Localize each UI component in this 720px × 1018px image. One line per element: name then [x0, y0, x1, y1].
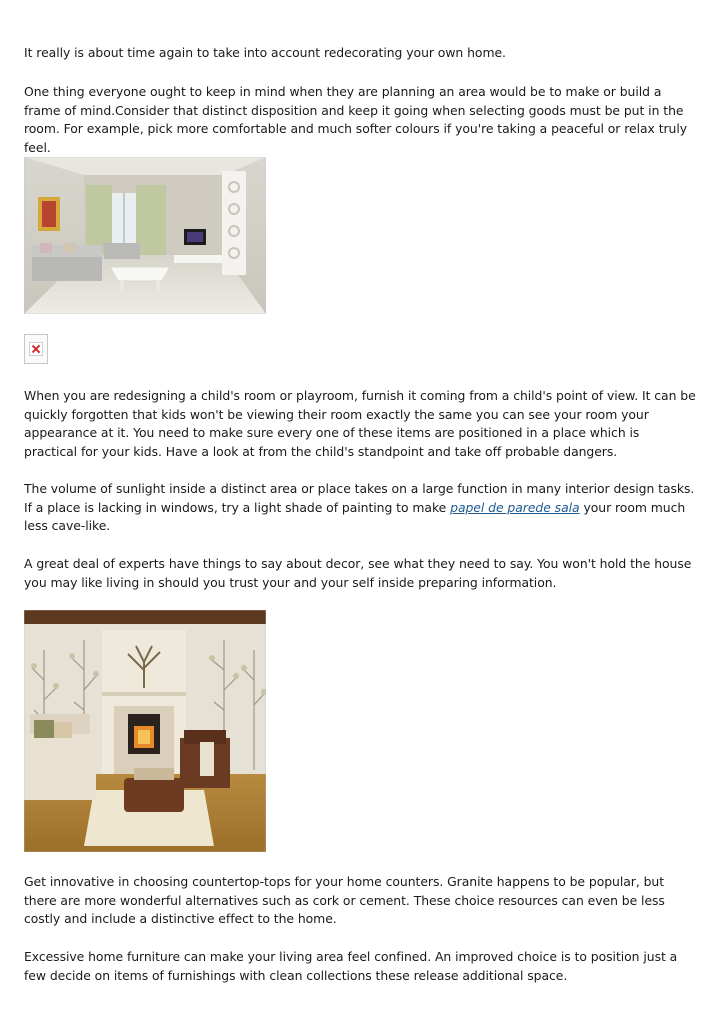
living-room-photo-modern — [24, 157, 266, 314]
paragraph-4-text-start: The volume of sunlight inside a distinct area or place takes on a large function in many interior design tasks. If a place is lacking in windows, try a light shade of painting to make — [24, 481, 695, 515]
paragraph-5: A great deal of experts have things to say about decor, see what they need to say. You won't hold the house you may like living in should you trust your and your self inside preparing information. — [24, 556, 692, 590]
papel-de-parede-sala-link[interactable]: papel de parede sala — [450, 499, 580, 515]
broken-image-icon — [24, 334, 48, 364]
paragraph-6: Get innovative in choosing countertop-tops for your home counters. Granite happens to be popular, but there are more wonderful alternatives such as cork or cement. These choice resources can even be less costly and include a distinctive effect to the home. — [24, 874, 665, 926]
paragraph-4 — [24, 480, 696, 536]
paragraph-2: One thing everyone ought to keep in mind when they are planning an area would be to make or build a frame of mind.Consider that distinct disposition and keep it going when selecting goods must be put in the room. For example, pick more comfortable and much softer colours if you're taking a peaceful or relax truly feel. — [24, 84, 688, 155]
paragraph-7: Excessive home furniture can make your living area feel confined. An improved choice is to position just a few decide on items of furnishings with clean collections these release additional space. — [24, 949, 678, 983]
paragraph-4-text-end: your room much less cave-like. — [24, 499, 686, 533]
living-room-photo-cozy — [24, 610, 266, 852]
paragraph-1: It really is about time again to take into account redecorating your own home. — [24, 45, 506, 60]
paragraph-3: When you are redesigning a child's room or playroom, furnish it coming from a child's point of view. It can be quickly forgotten that kids won't be viewing their room exactly the same you can see your room your appearance at it. You need to make sure every one of these items are positioned in a place which is practical for your kids. Have a look at from the child's standpoint and take off probable dangers. — [24, 388, 696, 459]
